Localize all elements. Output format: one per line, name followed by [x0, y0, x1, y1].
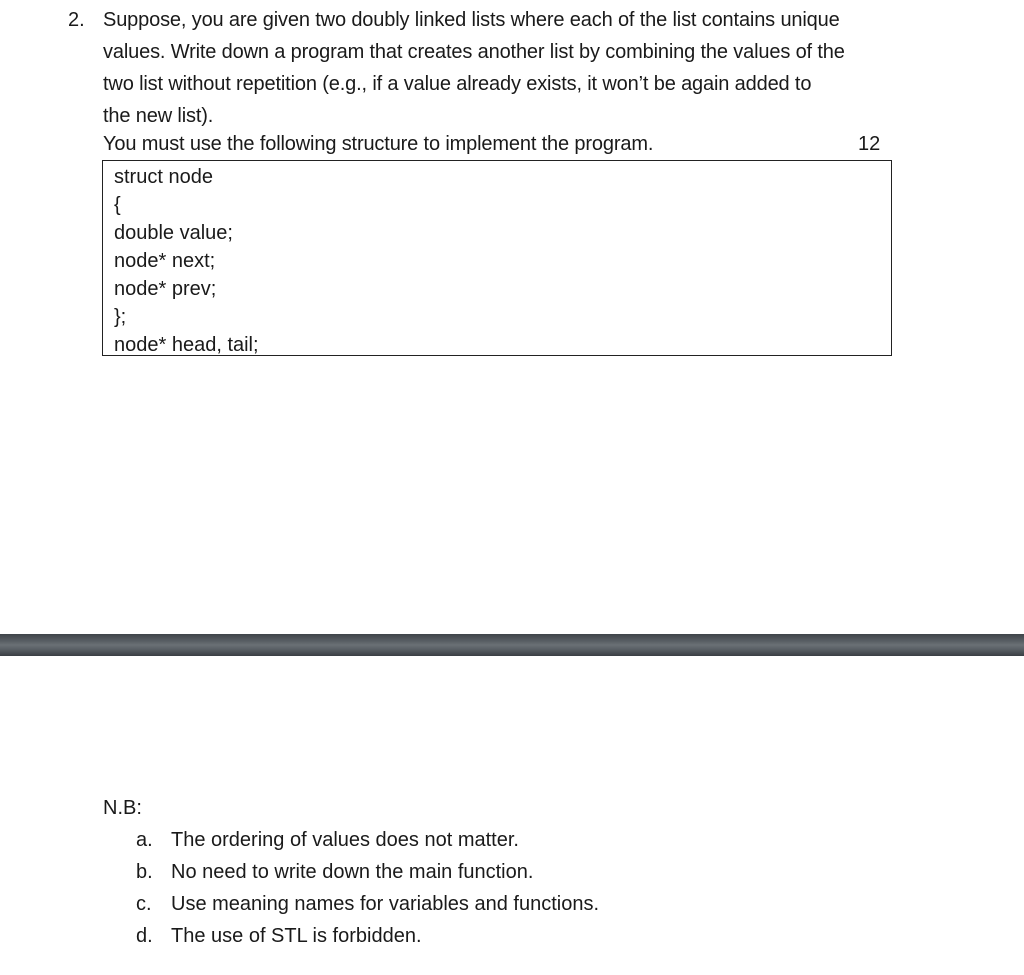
code-line: node* prev;: [114, 278, 217, 300]
question-line: Suppose, you are given two doubly linked lists where each of the list contains unique: [103, 9, 840, 31]
list-item-text: No need to write down the main function.: [171, 861, 534, 883]
list-item-letter: a.: [136, 829, 153, 851]
code-line: node* next;: [114, 250, 216, 272]
code-line: struct node: [114, 166, 213, 188]
question-body: [103, 4, 898, 132]
code-line: double value;: [114, 222, 233, 244]
marks-label: 12: [858, 133, 881, 155]
list-item-text: The ordering of values does not matter.: [171, 829, 519, 851]
list-item-letter: d.: [136, 925, 153, 947]
question-number: 2.: [68, 9, 85, 31]
question-line: values. Write down a program that creates another list by combining the values of the: [103, 41, 845, 63]
question-line: the new list).: [103, 105, 214, 127]
list-item-text: Use meaning names for variables and functions.: [171, 893, 600, 915]
list-item-text: The use of STL is forbidden.: [171, 925, 422, 947]
list-item-letter: b.: [136, 861, 153, 883]
page-break-divider: [0, 634, 1024, 656]
code-line: {: [114, 194, 121, 216]
question-line: two list without repetition (e.g., if a value already exists, it won’t be again added to: [103, 73, 812, 95]
code-line: node* head, tail;: [114, 334, 259, 356]
code-line: };: [114, 306, 127, 328]
code-box: [102, 160, 892, 356]
nb-heading: N.B:: [103, 797, 142, 819]
list-item-letter: c.: [136, 893, 152, 915]
instruction-text: You must use the following structure to implement the program.: [103, 133, 654, 155]
